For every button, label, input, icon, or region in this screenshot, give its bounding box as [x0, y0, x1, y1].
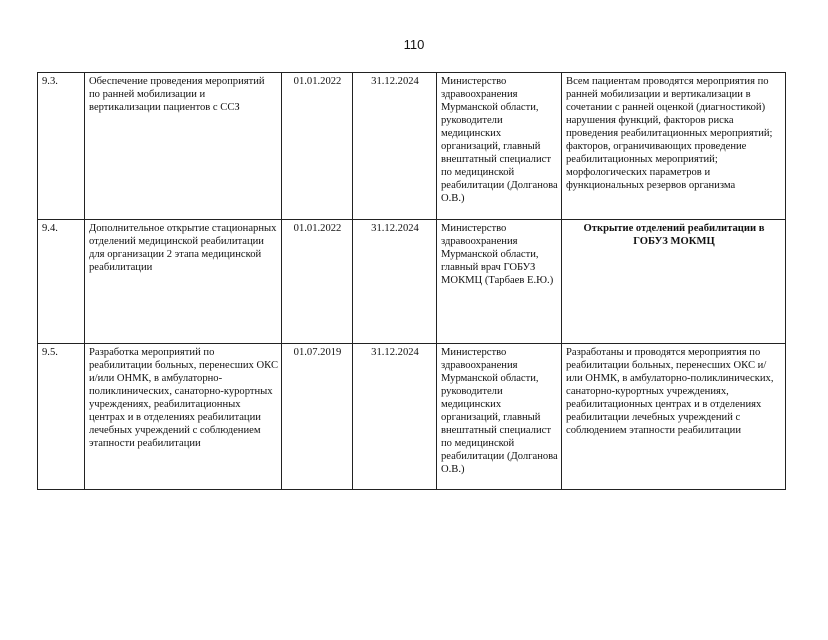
table-row	[38, 220, 786, 344]
activity-cell: Разработка мероприятий по реабилитации больных, перенесших ОКС и/или ОНМК, в амбулаторно-поликлинических, санаторно-курортных учреждениях, реабилитационных центрах и в отделениях реабилитации лечебных учреждений с соблюдением этапности реабилитации	[85, 344, 282, 490]
responsible-cell: Министерство здравоохранения Мурманской области, руководители медицинских организаций, главный внештатный специалист по медицинской реабилитации (Долганова О.В.)	[437, 344, 562, 490]
result-cell: Открытие отделений реабилитации в ГОБУЗ МОКМЦ	[562, 220, 786, 344]
activity-cell: Дополнительное открытие стационарных отделений медицинской реабилитации для организации 2 этапа медицинской реабилитации	[85, 220, 282, 344]
start-date-cell: 01.07.2019	[282, 344, 353, 490]
page-number: 110	[403, 37, 425, 52]
end-date-cell: 31.12.2024	[353, 73, 437, 220]
result-cell: Разработаны и проводятся мероприятия по реабилитации больных, перенесших ОКС и/или ОНМК, в амбулаторно-поликлинических, санаторно-курортных учреждениях, реабилитационных центрах и в отделениях реабилитации лечебных учреждений с соблюдением этапности реабилитации	[562, 344, 786, 490]
start-date-cell: 01.01.2022	[282, 220, 353, 344]
row-number-cell: 9.3.	[38, 73, 85, 220]
start-date-cell: 01.01.2022	[282, 73, 353, 220]
end-date-cell: 31.12.2024	[353, 344, 437, 490]
row-number-cell: 9.4.	[38, 220, 85, 344]
plan-table	[37, 72, 786, 490]
activity-cell: Обеспечение проведения мероприятий по ранней мобилизации и вертикализации пациентов с ССЗ	[85, 73, 282, 220]
responsible-cell: Министерство здравоохранения Мурманской области, руководители медицинских организаций, главный внештатный специалист по медицинской реабилитации (Долганова О.В.)	[437, 73, 562, 220]
table-row	[38, 344, 786, 490]
end-date-cell: 31.12.2024	[353, 220, 437, 344]
row-number-cell: 9.5.	[38, 344, 85, 490]
responsible-cell: Министерство здравоохранения Мурманской области, главный врач ГОБУЗ МОКМЦ (Тарбаев Е.Ю.)	[437, 220, 562, 344]
table-row	[38, 73, 786, 220]
result-cell: Всем пациентам проводятся мероприятия по ранней мобилизации и вертикализации в сочетании с ранней оценкой (диагностикой) нарушения функций, факторов риска проведения реабилитационных мероприятий; факторов, ограничивающих проведение реабилитационных мероприятий; морфологических параметров и функциональных резервов организма	[562, 73, 786, 220]
